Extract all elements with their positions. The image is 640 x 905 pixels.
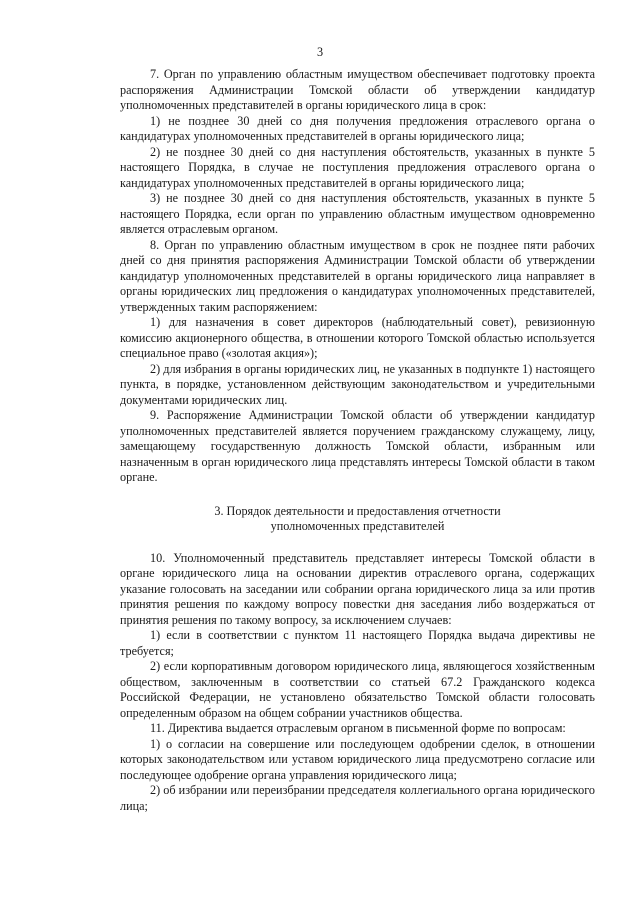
paragraph-11-item-2: 2) об избрании или переизбрании председателя коллегиального органа юридического лица; [120, 783, 595, 813]
section-heading-line-2: уполномоченных представителей [270, 519, 445, 533]
paragraph-7-item-2: 2) не позднее 30 дней со дня наступления обстоятельств, указанных в пункте 5 настоящего Порядка, в случае не поступления предложения отраслевого органа о кандидатурах уполномоченных представителей в органы юридического лица; [120, 144, 595, 190]
paragraph-11-item-1: 1) о согласии на совершение или последующем одобрении сделок, в отношении которых законодательством или уставом юридического лица предусмотрено согласие или последующее одобрение органа управления юридического лица; [120, 736, 595, 782]
paragraph-8-item-1: 1) для назначения в совет директоров (наблюдательный совет), ревизионную комиссию акционерного общества, в отношении которого Томской областью используется специальное право («золотая акция»); [120, 315, 595, 360]
section-heading [120, 504, 595, 535]
page-number: 3 [316, 45, 324, 59]
paragraph-11: 11. Директива выдается отраслевым органом в письменной форме по вопросам: [150, 721, 566, 735]
paragraph-10-item-2: 2) если корпоративным договором юридического лица, являющегося хозяйственным обществом, заключенным в соответствии со статьей 67.2 Гражданского кодекса Российской Федерации, не установлено обязательство Томской области голосовать определенным образом на общем собрании участников общества. [120, 659, 595, 720]
paragraph-9: 9. Распоряжение Администрации Томской области об утверждении кандидатур уполномоченных представителей является поручением гражданскому служащему, лицу, замещающему государственную должность Томской области, избранным или назначенным в орган юридического лица представлять интересы Томской области в таком органе. [120, 408, 595, 484]
document-body [120, 67, 595, 814]
paragraph-10: 10. Уполномоченный представитель представляет интересы Томской области в органе юридического лица на основании директив отраслевого органа, содержащих указание голосовать на заседании или собрании органа юридического лица за или против принятия решения по каждому вопросу повестки дня заседания либо воздержаться от принятия решения по такому вопросу, за исключением случаев: [120, 550, 595, 627]
paragraph-7-item-3: 3) не позднее 30 дней со дня наступления обстоятельств, указанных в пункте 5 настоящего Порядка, если орган по управлению областным имуществом одновременно является отраслевым органом. [120, 191, 595, 236]
section-heading-line-1: 3. Порядок деятельности и предоставления отчетности [214, 503, 501, 518]
paragraph-8-item-2: 2) для избрания в органы юридических лиц, не указанных в подпункте 1) настоящего пункта, в порядке, установленном действующим законодательством и учредительными документами юридических лиц. [120, 361, 595, 407]
paragraph-7-item-1: 1) не позднее 30 дней со дня получения предложения отраслевого органа о кандидатурах уполномоченных представителей в органы юридического лица; [120, 113, 595, 143]
paragraph-8: 8. Орган по управлению областным имуществом в срок не позднее пяти рабочих дней со дня принятия распоряжения Администрации Томской области об утверждении кандидатур уполномоченных представителей в органы юридического лица направляет в органы юридических лиц предложения о кандидатурах уполномоченных представителей, утвержденных таким распоряжением: [120, 237, 595, 314]
paragraph-10-item-1: 1) если в соответствии с пунктом 11 настоящего Порядка выдача директивы не требуется; [120, 628, 595, 658]
paragraph-7: 7. Орган по управлению областным имуществом обеспечивает подготовку проекта распоряжения Администрации Томской области об утверждении кандидатур уполномоченных представителей в органы юридического лица в срок: [120, 67, 595, 112]
